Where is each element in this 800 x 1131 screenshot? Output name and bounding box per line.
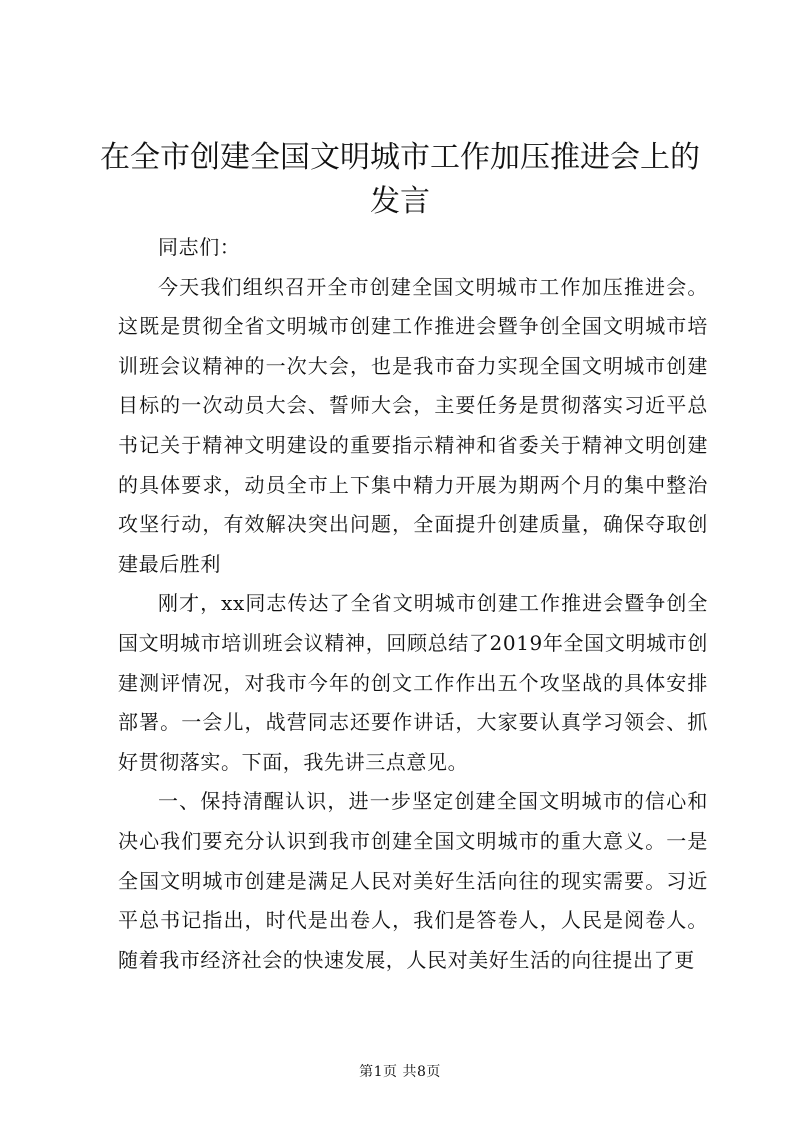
page-footer: 第1页 共8页 [359,1064,441,1080]
document-title: 在全市创建全国文明城市工作加压推进会上的发言 [100,140,700,219]
document-body [118,228,708,980]
paragraph: 今天我们组织召开全市创建全国文明城市工作加压推进会。这既是贯彻全省文明城市创建工作推进会暨争创全国文明城市培训班会议精神的一次大会，也是我市奋力实现全国文明城市创建目标的一次动员大会、誓师大会，主要任务是贯彻落实习近平总书记关于精神文明建设的重要指示精神和省委关于精神文明创建的具体要求，动员全市上下集中精力开展为期两个月的集中整治攻坚行动，有效解决突出问题，全面提升创建质量，确保夺取创建最后胜利 [118,274,708,576]
paragraph: 一、保持清醒认识，进一步坚定创建全国文明城市的信心和决心我们要充分认识到我市创建全国文明城市的重大意义。一是全国文明城市创建是满足人民对美好生活向往的现实需要。习近平总书记指出，时代是出卷人，我们是答卷人，人民是阅卷人。随着我市经济社会的快速发展，人民对美好生活的向往提出了更 [118,789,708,972]
salutation: 同志们： [158,235,241,259]
paragraph: 刚才，xx同志传达了全省文明城市创建工作推进会暨争创全国文明城市培训班会议精神，回顾总结了2019年全国文明城市创建测评情况，对我市今年的创文工作作出五个攻坚战的具体安排部署。一会儿，战营同志还要作讲话，大家要认真学习领会、抓好贯彻落实。下面，我先讲三点意见。 [118,591,708,774]
